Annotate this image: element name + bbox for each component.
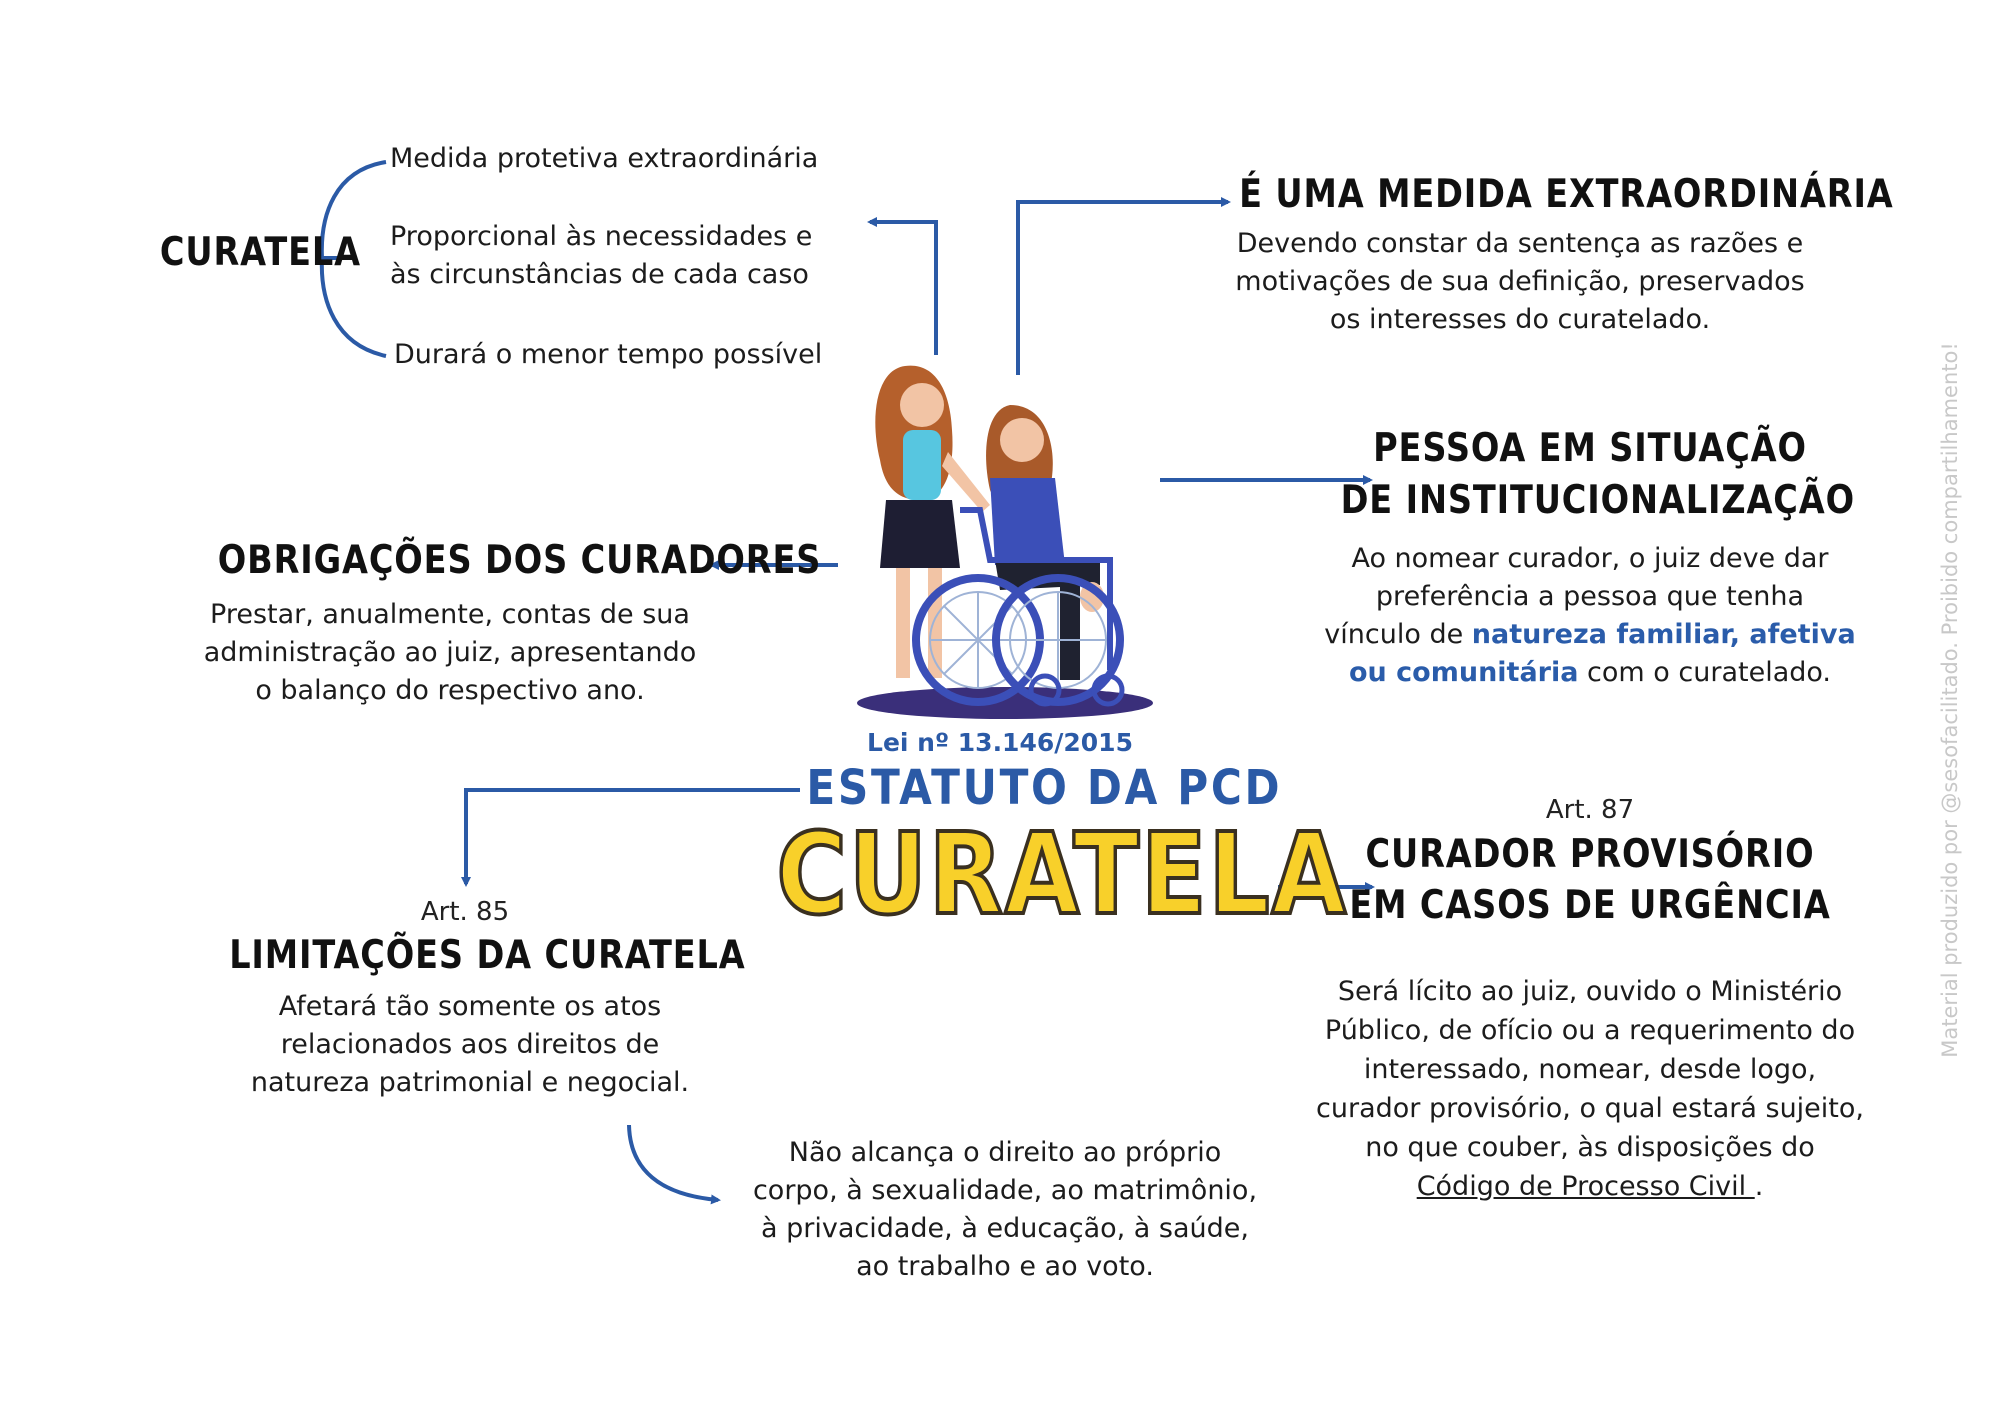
arrow-to-nao-alcanca [629, 1125, 718, 1200]
provisorio-article: Art. 87 [1545, 795, 1635, 825]
institucionalizacao-line-3-pre: vínculo de [1324, 619, 1472, 650]
nao-alcanca-line-2: corpo, à sexualidade, ao matrimônio, [752, 1175, 1258, 1206]
provisorio-title-1: CURADOR PROVISÓRIO [1365, 832, 1815, 877]
provisorio-line-4: curador provisório, o qual estará sujeito, [1316, 1093, 1864, 1124]
obrigacoes-line-3: o balanço do respectivo ano. [255, 675, 645, 706]
curatela-item-3: Durará o menor tempo possível [394, 339, 823, 370]
institucionalizacao-line-2: preferência a pessoa que tenha [1375, 581, 1805, 612]
center-subtitle: ESTATUTO DA PCD [806, 760, 1283, 816]
arrow-to-limitacoes [466, 790, 800, 884]
obrigacoes-line-1: Prestar, anualmente, contas de sua [210, 599, 690, 630]
watermark: Material produzido por @sesofacilitado. Proibido compartilhamento! [1938, 342, 1962, 1058]
provisorio-title-2: EM CASOS DE URGÊNCIA [1349, 883, 1831, 928]
institucionalizacao-title-1: PESSOA EM SITUAÇÃO [1373, 426, 1807, 471]
limitacoes-text [200, 988, 740, 1102]
limitacoes-line-1: Afetará tão somente os atos [278, 991, 662, 1022]
cpc-link[interactable]: Código de Processo Civil [1416, 1171, 1755, 1202]
provisorio-line-3: interessado, nomear, desde logo, [1363, 1054, 1817, 1085]
medida-line-1: Devendo constar da sentença as razões e [1236, 228, 1804, 259]
medida-line-2: motivações de sua definição, preservados [1235, 266, 1805, 297]
arrow-to-curatela [870, 222, 936, 355]
institucionalizacao-highlight-2: ou comunitária [1348, 657, 1579, 688]
woman-pushing-wheelchair-icon [857, 366, 1153, 719]
curatela-branch-label: CURATELA [159, 230, 361, 275]
obrigacoes-text [180, 596, 720, 710]
obrigacoes-title: OBRIGAÇÕES DOS CURADORES [217, 538, 822, 583]
medida-text [1200, 225, 1840, 339]
institucionalizacao-highlight-1: natureza familiar, afetiva [1471, 619, 1856, 650]
provisorio-line-2: Público, de ofício ou a requerimento do [1324, 1015, 1856, 1046]
curatela-item-1: Medida protetiva extraordinária [390, 143, 819, 174]
medida-line-3: os interesses do curatelado. [1329, 304, 1711, 335]
obrigacoes-line-2: administração ao juiz, apresentando [203, 637, 697, 668]
nao-alcanca-line-3: à privacidade, à educação, à saúde, [761, 1213, 1249, 1244]
limitacoes-article: Art. 85 [420, 897, 510, 927]
provisorio-line-6 [1290, 1167, 1890, 1206]
institucionalizacao-text [1300, 540, 1880, 692]
nao-alcanca-text [740, 1134, 1270, 1286]
provisorio-line-1: Será lícito ao juiz, ouvido o Ministério [1337, 976, 1843, 1007]
institucionalizacao-title-2: DE INSTITUCIONALIZAÇÃO [1340, 478, 1855, 523]
institucionalizacao-line-3 [1300, 616, 1880, 654]
provisorio-text [1290, 972, 1890, 1206]
nao-alcanca-line-1: Não alcança o direito ao próprio [788, 1137, 1222, 1168]
limitacoes-line-3: natureza patrimonial e negocial. [250, 1067, 690, 1098]
provisorio-link-suffix: . [1754, 1171, 1764, 1202]
arrow-to-medida [1018, 202, 1228, 375]
limitacoes-title: LIMITAÇÕES DA CURATELA [229, 933, 746, 978]
limitacoes-line-2: relacionados aos direitos de [280, 1029, 660, 1060]
center-title: CURATELA [776, 810, 1348, 940]
institucionalizacao-line-4 [1300, 654, 1880, 692]
institucionalizacao-line-4-post: com o curatelado. [1578, 657, 1832, 688]
law-number: Lei nº 13.146/2015 [867, 728, 1133, 757]
medida-title: É UMA MEDIDA EXTRAORDINÁRIA [1239, 172, 1894, 217]
provisorio-line-5: no que couber, às disposições do [1365, 1132, 1815, 1163]
institucionalizacao-line-1: Ao nomear curador, o juiz deve dar [1351, 543, 1829, 574]
nao-alcanca-line-4: ao trabalho e ao voto. [856, 1251, 1154, 1282]
curatela-item-2: Proporcional às necessidades e às circunstâncias de cada caso [390, 221, 813, 290]
